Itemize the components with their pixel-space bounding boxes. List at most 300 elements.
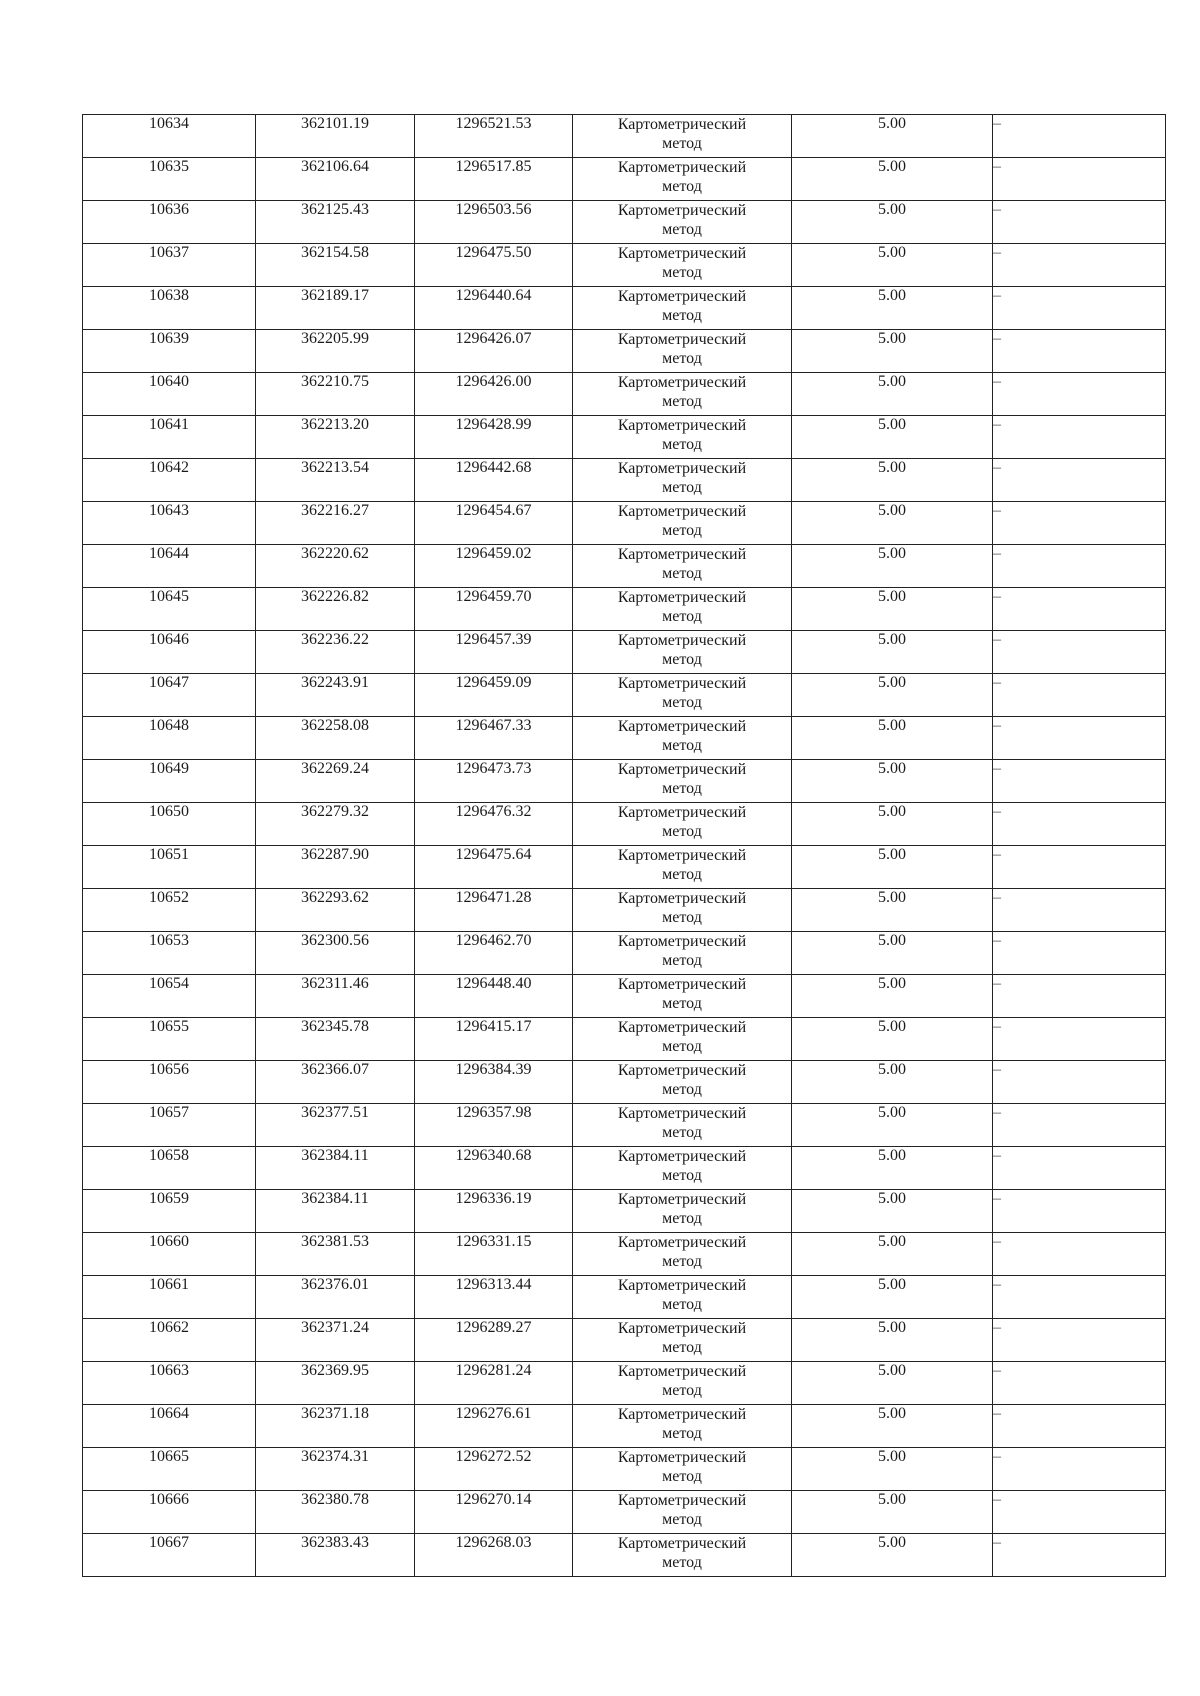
point-number-cell: [83, 1190, 256, 1233]
point-number-cell: [83, 588, 256, 631]
x-coordinate-cell: [256, 803, 415, 846]
x-coordinate: 362269.24: [301, 760, 369, 777]
y-coordinate-cell: [415, 1491, 573, 1534]
method-text: Картометрический метод: [617, 804, 747, 840]
x-coordinate: 362384.11: [301, 1190, 369, 1207]
point-number: 10634: [149, 115, 189, 132]
accuracy-cell: [792, 1061, 993, 1104]
note-cell: [993, 1491, 1166, 1534]
point-number-cell: [83, 846, 256, 889]
accuracy-value: 5.00: [878, 373, 906, 390]
point-number-cell: [83, 760, 256, 803]
point-number-cell: [83, 674, 256, 717]
note-cell: [993, 717, 1166, 760]
method-cell: [573, 1190, 792, 1233]
y-coordinate-cell: [415, 1405, 573, 1448]
method-text: Картометрический метод: [617, 675, 747, 711]
accuracy-cell: [792, 373, 993, 416]
note-dash: –: [993, 1147, 1001, 1164]
table-row: [83, 545, 1166, 588]
x-coordinate-cell: [256, 287, 415, 330]
y-coordinate-cell: [415, 760, 573, 803]
y-coordinate: 1296442.68: [455, 459, 532, 476]
method-cell: [573, 1362, 792, 1405]
y-coordinate: 1296340.68: [455, 1147, 532, 1164]
note-dash: –: [993, 459, 1001, 476]
x-coordinate: 362376.01: [301, 1276, 369, 1293]
y-coordinate: 1296276.61: [455, 1405, 532, 1422]
method-text: Картометрический метод: [617, 632, 747, 668]
table-row: [83, 1276, 1166, 1319]
x-coordinate: 362371.18: [301, 1405, 369, 1422]
accuracy-value: 5.00: [878, 674, 906, 691]
note-cell: [993, 1233, 1166, 1276]
y-coordinate: 1296457.39: [455, 631, 532, 648]
x-coordinate-cell: [256, 244, 415, 287]
method-cell: [573, 244, 792, 287]
point-number: 10636: [149, 201, 189, 218]
point-number-cell: [83, 1061, 256, 1104]
accuracy-cell: [792, 932, 993, 975]
y-coordinate-cell: [415, 373, 573, 416]
y-coordinate-cell: [415, 846, 573, 889]
x-coordinate: 362213.54: [301, 459, 369, 476]
note-dash: –: [993, 760, 1001, 777]
table-row: [83, 244, 1166, 287]
x-coordinate-cell: [256, 201, 415, 244]
note-dash: –: [993, 115, 1001, 132]
point-number: 10640: [149, 373, 189, 390]
accuracy-cell: [792, 717, 993, 760]
accuracy-cell: [792, 330, 993, 373]
accuracy-value: 5.00: [878, 287, 906, 304]
accuracy-cell: [792, 631, 993, 674]
y-coordinate-cell: [415, 975, 573, 1018]
accuracy-cell: [792, 846, 993, 889]
method-cell: [573, 1491, 792, 1534]
accuracy-cell: [792, 1405, 993, 1448]
accuracy-cell: [792, 588, 993, 631]
point-number: 10655: [149, 1018, 189, 1035]
point-number: 10645: [149, 588, 189, 605]
note-dash: –: [993, 287, 1001, 304]
x-coordinate: 362216.27: [301, 502, 369, 519]
y-coordinate: 1296467.33: [455, 717, 532, 734]
table-row: [83, 588, 1166, 631]
accuracy-cell: [792, 975, 993, 1018]
point-number-cell: [83, 287, 256, 330]
point-number: 10649: [149, 760, 189, 777]
note-cell: [993, 459, 1166, 502]
y-coordinate: 1296426.00: [455, 373, 532, 390]
y-coordinate: 1296475.50: [455, 244, 532, 261]
accuracy-value: 5.00: [878, 1233, 906, 1250]
accuracy-value: 5.00: [878, 1018, 906, 1035]
y-coordinate-cell: [415, 1276, 573, 1319]
x-coordinate-cell: [256, 1233, 415, 1276]
accuracy-cell: [792, 545, 993, 588]
accuracy-cell: [792, 1319, 993, 1362]
note-cell: [993, 244, 1166, 287]
note-cell: [993, 416, 1166, 459]
point-number: 10664: [149, 1405, 189, 1422]
method-text: Картометрический метод: [617, 159, 747, 195]
note-cell: [993, 889, 1166, 932]
coordinates-table-body: [83, 115, 1166, 1577]
y-coordinate-cell: [415, 1190, 573, 1233]
note-cell: [993, 330, 1166, 373]
accuracy-cell: [792, 1147, 993, 1190]
method-cell: [573, 674, 792, 717]
method-text: Картометрический метод: [617, 1019, 747, 1055]
note-cell: [993, 1276, 1166, 1319]
point-number-cell: [83, 1018, 256, 1061]
y-coordinate: 1296454.67: [455, 502, 532, 519]
y-coordinate-cell: [415, 115, 573, 158]
note-dash: –: [993, 1233, 1001, 1250]
method-text: Картометрический метод: [617, 1062, 747, 1098]
note-cell: [993, 631, 1166, 674]
point-number: 10652: [149, 889, 189, 906]
x-coordinate: 362366.07: [301, 1061, 369, 1078]
accuracy-value: 5.00: [878, 1491, 906, 1508]
accuracy-value: 5.00: [878, 1061, 906, 1078]
point-number-cell: [83, 1362, 256, 1405]
accuracy-cell: [792, 674, 993, 717]
accuracy-cell: [792, 1491, 993, 1534]
point-number: 10638: [149, 287, 189, 304]
x-coordinate-cell: [256, 545, 415, 588]
accuracy-cell: [792, 1448, 993, 1491]
point-number-cell: [83, 459, 256, 502]
point-number: 10635: [149, 158, 189, 175]
x-coordinate-cell: [256, 115, 415, 158]
note-dash: –: [993, 1491, 1001, 1508]
table-row: [83, 373, 1166, 416]
note-dash: –: [993, 416, 1001, 433]
note-cell: [993, 545, 1166, 588]
x-coordinate-cell: [256, 631, 415, 674]
method-text: Картометрический метод: [617, 417, 747, 453]
point-number: 10637: [149, 244, 189, 261]
note-dash: –: [993, 846, 1001, 863]
y-coordinate: 1296473.73: [455, 760, 532, 777]
method-cell: [573, 1104, 792, 1147]
point-number-cell: [83, 545, 256, 588]
x-coordinate: 362279.32: [301, 803, 369, 820]
method-text: Картометрический метод: [617, 1492, 747, 1528]
note-cell: [993, 1319, 1166, 1362]
accuracy-value: 5.00: [878, 201, 906, 218]
table-row: [83, 631, 1166, 674]
method-text: Картометрический метод: [617, 288, 747, 324]
note-cell: [993, 373, 1166, 416]
accuracy-value: 5.00: [878, 1276, 906, 1293]
method-cell: [573, 1276, 792, 1319]
method-cell: [573, 1018, 792, 1061]
accuracy-value: 5.00: [878, 846, 906, 863]
point-number-cell: [83, 373, 256, 416]
y-coordinate-cell: [415, 201, 573, 244]
x-coordinate-cell: [256, 1276, 415, 1319]
y-coordinate-cell: [415, 1319, 573, 1362]
accuracy-value: 5.00: [878, 889, 906, 906]
accuracy-cell: [792, 287, 993, 330]
note-dash: –: [993, 803, 1001, 820]
x-coordinate: 362101.19: [301, 115, 369, 132]
x-coordinate-cell: [256, 1319, 415, 1362]
method-text: Картометрический метод: [617, 116, 747, 152]
note-dash: –: [993, 1018, 1001, 1035]
accuracy-cell: [792, 1233, 993, 1276]
accuracy-value: 5.00: [878, 631, 906, 648]
y-coordinate: 1296448.40: [455, 975, 532, 992]
point-number: 10661: [149, 1276, 189, 1293]
method-text: Картометрический метод: [617, 1148, 747, 1184]
method-cell: [573, 1147, 792, 1190]
point-number-cell: [83, 115, 256, 158]
table-row: [83, 1491, 1166, 1534]
note-dash: –: [993, 1319, 1001, 1336]
accuracy-cell: [792, 459, 993, 502]
x-coordinate-cell: [256, 1190, 415, 1233]
x-coordinate-cell: [256, 717, 415, 760]
x-coordinate: 362293.62: [301, 889, 369, 906]
method-cell: [573, 975, 792, 1018]
table-row: [83, 803, 1166, 846]
y-coordinate-cell: [415, 1362, 573, 1405]
point-number: 10658: [149, 1147, 189, 1164]
note-cell: [993, 1061, 1166, 1104]
point-number: 10647: [149, 674, 189, 691]
x-coordinate-cell: [256, 1448, 415, 1491]
method-text: Картометрический метод: [617, 1535, 747, 1571]
accuracy-value: 5.00: [878, 803, 906, 820]
method-text: Картометрический метод: [617, 589, 747, 625]
note-cell: [993, 803, 1166, 846]
y-coordinate-cell: [415, 416, 573, 459]
point-number-cell: [83, 1491, 256, 1534]
accuracy-cell: [792, 1362, 993, 1405]
accuracy-cell: [792, 416, 993, 459]
method-text: Картометрический метод: [617, 1191, 747, 1227]
y-coordinate-cell: [415, 459, 573, 502]
accuracy-cell: [792, 803, 993, 846]
method-text: Картометрический метод: [617, 1320, 747, 1356]
note-dash: –: [993, 674, 1001, 691]
y-coordinate: 1296517.85: [455, 158, 532, 175]
y-coordinate-cell: [415, 717, 573, 760]
method-cell: [573, 932, 792, 975]
note-dash: –: [993, 1104, 1001, 1121]
note-cell: [993, 1534, 1166, 1577]
table-row: [83, 287, 1166, 330]
table-row: [83, 1104, 1166, 1147]
note-cell: [993, 932, 1166, 975]
method-text: Картометрический метод: [617, 1105, 747, 1141]
y-coordinate-cell: [415, 1233, 573, 1276]
x-coordinate: 362213.20: [301, 416, 369, 433]
x-coordinate-cell: [256, 1534, 415, 1577]
note-dash: –: [993, 975, 1001, 992]
method-cell: [573, 1061, 792, 1104]
method-text: Картометрический метод: [617, 761, 747, 797]
method-cell: [573, 459, 792, 502]
y-coordinate: 1296336.19: [455, 1190, 532, 1207]
accuracy-value: 5.00: [878, 1448, 906, 1465]
point-number: 10663: [149, 1362, 189, 1379]
table-row: [83, 1190, 1166, 1233]
x-coordinate: 362236.22: [301, 631, 369, 648]
note-cell: [993, 115, 1166, 158]
accuracy-value: 5.00: [878, 932, 906, 949]
point-number-cell: [83, 201, 256, 244]
method-cell: [573, 545, 792, 588]
x-coordinate: 362205.99: [301, 330, 369, 347]
y-coordinate: 1296415.17: [455, 1018, 532, 1035]
y-coordinate-cell: [415, 502, 573, 545]
x-coordinate-cell: [256, 760, 415, 803]
accuracy-cell: [792, 1534, 993, 1577]
note-dash: –: [993, 717, 1001, 734]
accuracy-cell: [792, 502, 993, 545]
y-coordinate-cell: [415, 674, 573, 717]
x-coordinate: 362374.31: [301, 1448, 369, 1465]
method-text: Картометрический метод: [617, 847, 747, 883]
point-number: 10665: [149, 1448, 189, 1465]
point-number-cell: [83, 889, 256, 932]
x-coordinate: 362377.51: [301, 1104, 369, 1121]
note-cell: [993, 846, 1166, 889]
method-cell: [573, 1319, 792, 1362]
y-coordinate-cell: [415, 932, 573, 975]
table-row: [83, 1233, 1166, 1276]
note-dash: –: [993, 158, 1001, 175]
table-row: [83, 975, 1166, 1018]
y-coordinate-cell: [415, 588, 573, 631]
y-coordinate: 1296428.99: [455, 416, 532, 433]
point-number-cell: [83, 1319, 256, 1362]
y-coordinate: 1296521.53: [455, 115, 532, 132]
note-cell: [993, 674, 1166, 717]
x-coordinate-cell: [256, 588, 415, 631]
point-number: 10641: [149, 416, 189, 433]
accuracy-value: 5.00: [878, 502, 906, 519]
accuracy-value: 5.00: [878, 760, 906, 777]
point-number-cell: [83, 416, 256, 459]
table-row: [83, 760, 1166, 803]
accuracy-value: 5.00: [878, 1319, 906, 1336]
point-number-cell: [83, 803, 256, 846]
y-coordinate-cell: [415, 158, 573, 201]
note-cell: [993, 502, 1166, 545]
accuracy-cell: [792, 201, 993, 244]
method-cell: [573, 846, 792, 889]
y-coordinate: 1296426.07: [455, 330, 532, 347]
table-row: [83, 502, 1166, 545]
point-number-cell: [83, 1147, 256, 1190]
note-dash: –: [993, 1362, 1001, 1379]
note-dash: –: [993, 1276, 1001, 1293]
method-cell: [573, 803, 792, 846]
x-coordinate-cell: [256, 1405, 415, 1448]
x-coordinate-cell: [256, 1104, 415, 1147]
accuracy-cell: [792, 1276, 993, 1319]
y-coordinate: 1296440.64: [455, 287, 532, 304]
y-coordinate: 1296475.64: [455, 846, 532, 863]
y-coordinate: 1296462.70: [455, 932, 532, 949]
note-cell: [993, 1147, 1166, 1190]
point-number: 10657: [149, 1104, 189, 1121]
point-number-cell: [83, 244, 256, 287]
x-coordinate: 362345.78: [301, 1018, 369, 1035]
y-coordinate: 1296503.56: [455, 201, 532, 218]
method-cell: [573, 115, 792, 158]
point-number-cell: [83, 1448, 256, 1491]
y-coordinate-cell: [415, 1147, 573, 1190]
point-number: 10639: [149, 330, 189, 347]
x-coordinate-cell: [256, 1061, 415, 1104]
table-row: [83, 459, 1166, 502]
point-number-cell: [83, 158, 256, 201]
accuracy-cell: [792, 1104, 993, 1147]
point-number: 10666: [149, 1491, 189, 1508]
accuracy-value: 5.00: [878, 1104, 906, 1121]
x-coordinate-cell: [256, 1018, 415, 1061]
note-cell: [993, 1018, 1166, 1061]
point-number: 10648: [149, 717, 189, 734]
x-coordinate-cell: [256, 330, 415, 373]
note-cell: [993, 975, 1166, 1018]
accuracy-value: 5.00: [878, 1405, 906, 1422]
x-coordinate: 362381.53: [301, 1233, 369, 1250]
note-cell: [993, 287, 1166, 330]
note-cell: [993, 201, 1166, 244]
table-row: [83, 1147, 1166, 1190]
point-number: 10653: [149, 932, 189, 949]
note-dash: –: [993, 330, 1001, 347]
accuracy-value: 5.00: [878, 545, 906, 562]
y-coordinate-cell: [415, 1061, 573, 1104]
table-row: [83, 158, 1166, 201]
method-text: Картометрический метод: [617, 202, 747, 238]
method-cell: [573, 287, 792, 330]
x-coordinate-cell: [256, 158, 415, 201]
note-cell: [993, 588, 1166, 631]
x-coordinate-cell: [256, 674, 415, 717]
method-text: Картометрический метод: [617, 890, 747, 926]
note-dash: –: [993, 889, 1001, 906]
method-text: Картометрический метод: [617, 1363, 747, 1399]
point-number: 10660: [149, 1233, 189, 1250]
x-coordinate: 362383.43: [301, 1534, 369, 1551]
y-coordinate-cell: [415, 803, 573, 846]
accuracy-value: 5.00: [878, 115, 906, 132]
y-coordinate-cell: [415, 545, 573, 588]
note-cell: [993, 1405, 1166, 1448]
accuracy-value: 5.00: [878, 1190, 906, 1207]
method-text: Картометрический метод: [617, 933, 747, 969]
point-number-cell: [83, 717, 256, 760]
accuracy-value: 5.00: [878, 244, 906, 261]
x-coordinate-cell: [256, 975, 415, 1018]
accuracy-cell: [792, 1018, 993, 1061]
note-cell: [993, 158, 1166, 201]
accuracy-value: 5.00: [878, 330, 906, 347]
point-number: 10662: [149, 1319, 189, 1336]
x-coordinate: 362287.90: [301, 846, 369, 863]
method-cell: [573, 158, 792, 201]
